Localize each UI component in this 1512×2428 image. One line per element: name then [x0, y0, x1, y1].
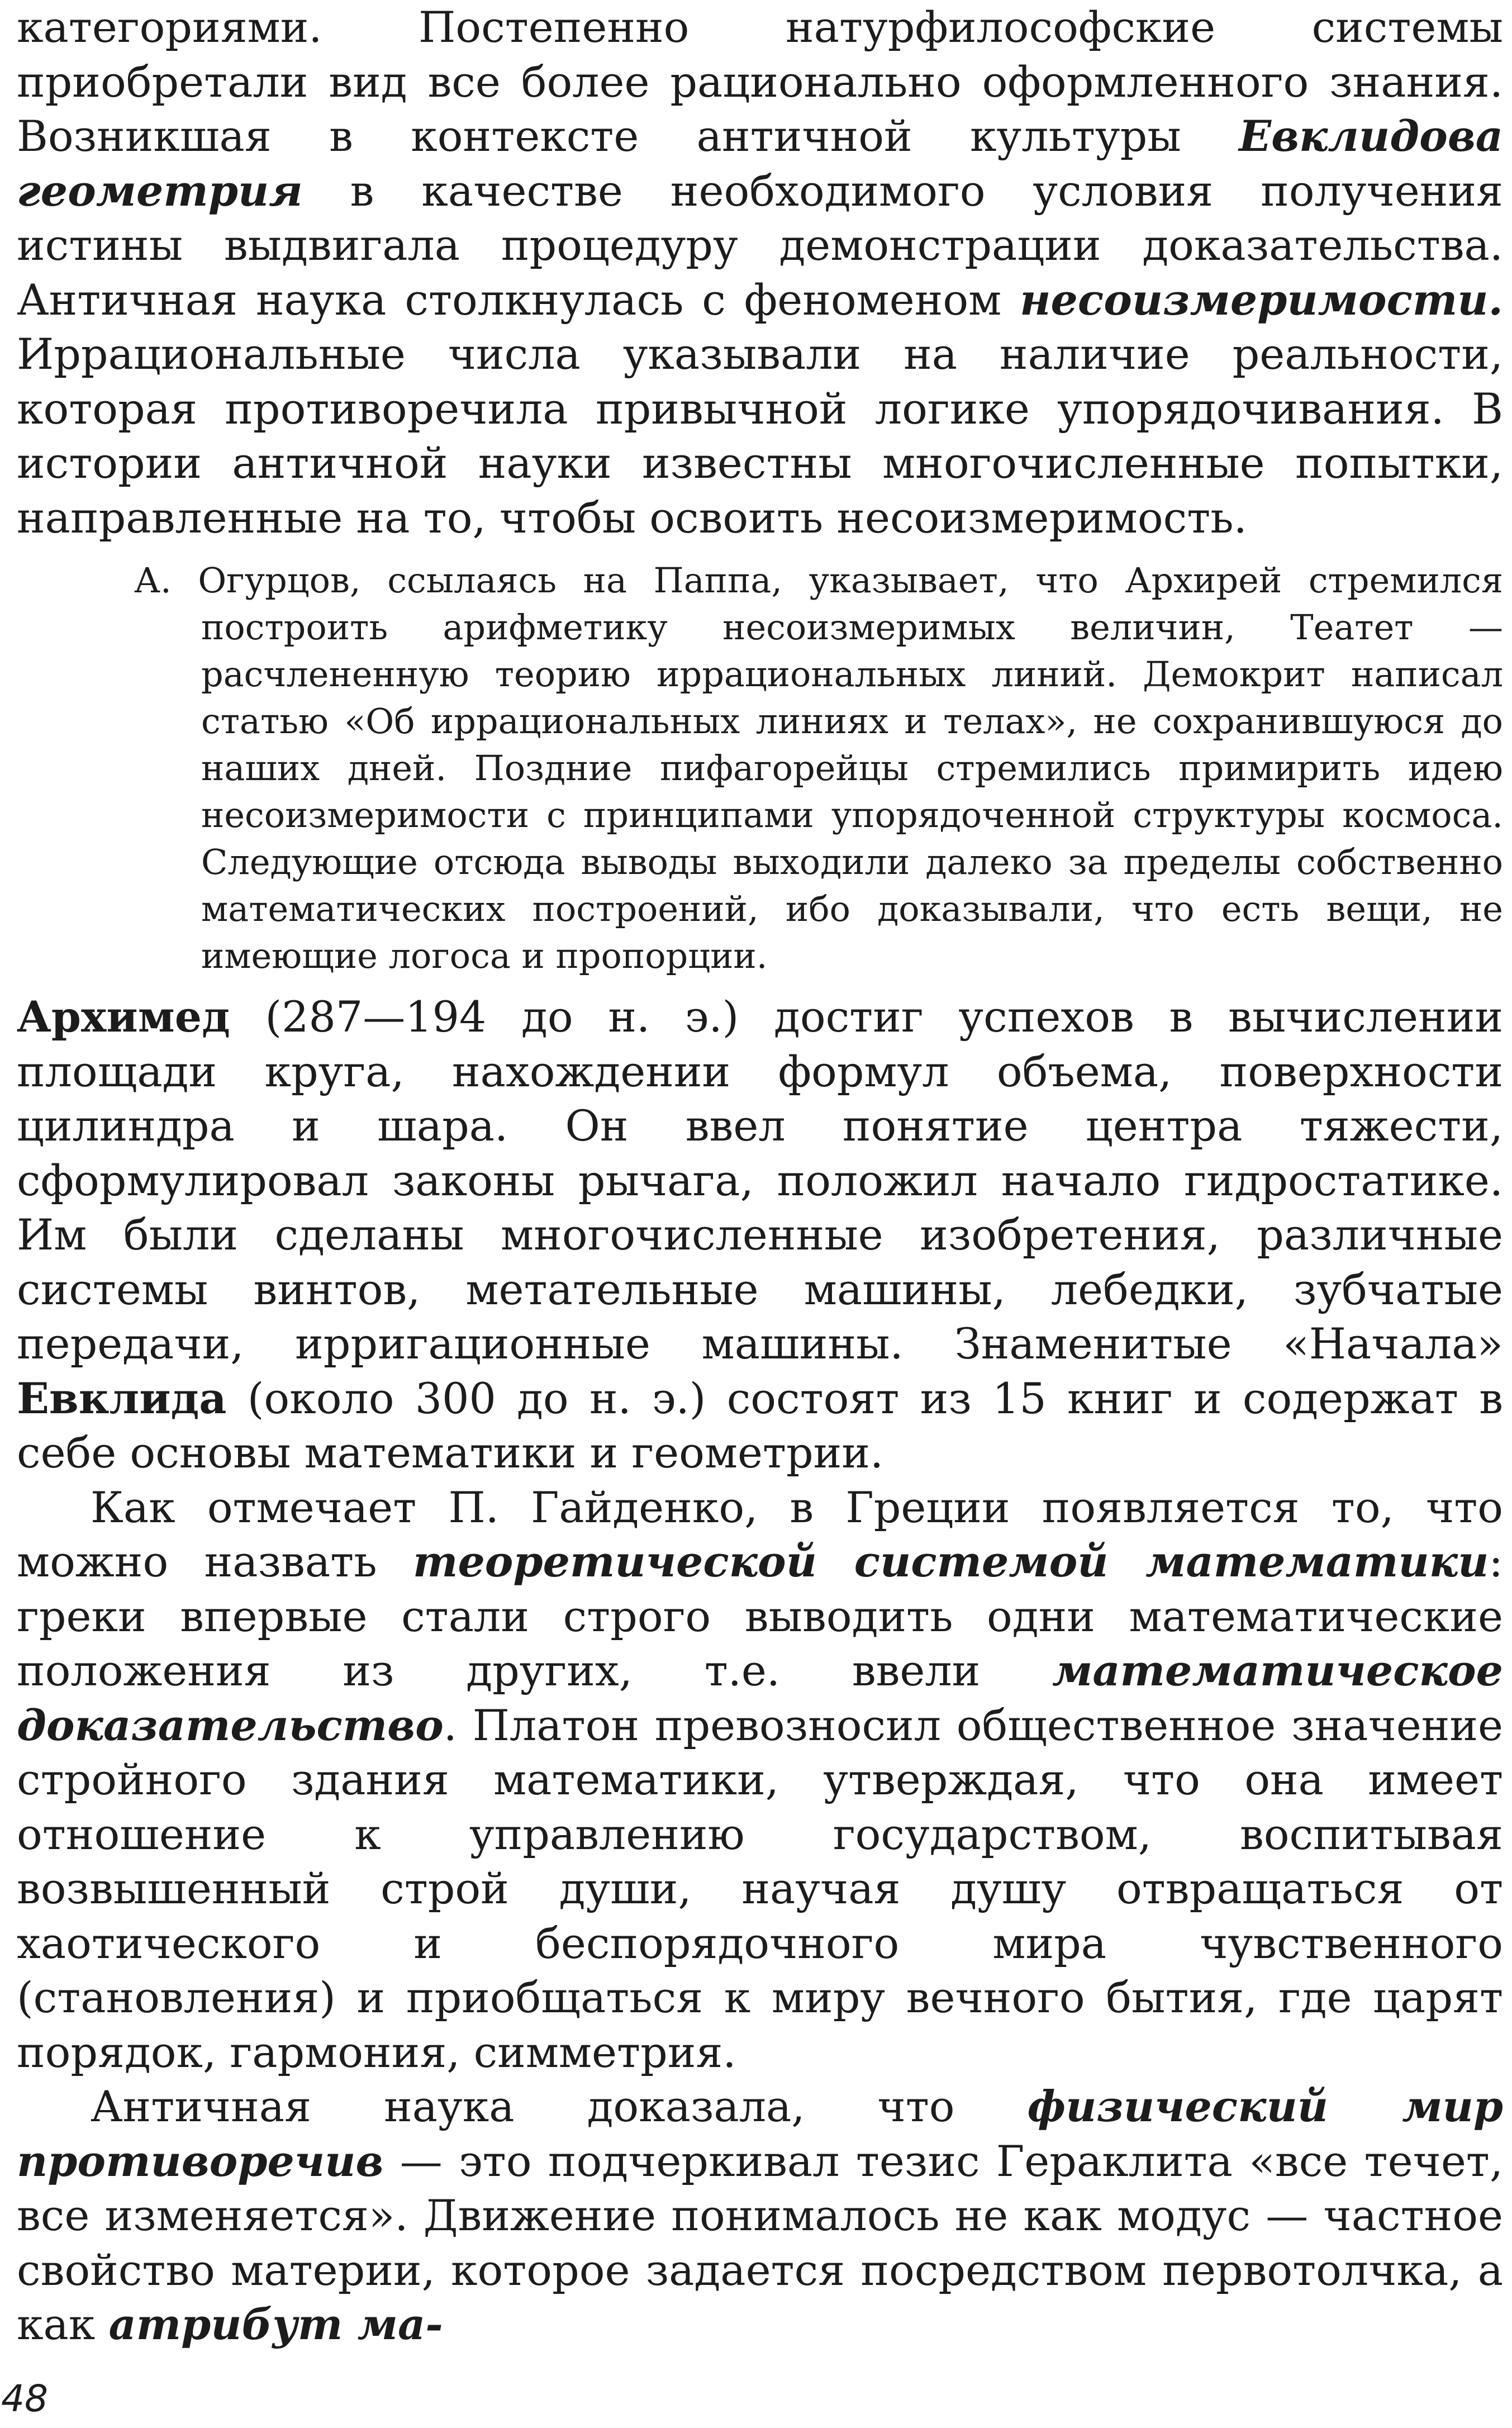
paragraph-physical-world — [17, 2079, 1503, 2352]
paragraph-text: — это подчеркивал тезис Гераклита «все течет, все изменяется». Движение понималось не как модус — частное свойство материи, которое задается посредством первотолчка, а как — [17, 2136, 1503, 2349]
paragraph-text: : греки впервые стали строго выводить одни математические положения из других, т.е. ввели — [17, 1537, 1503, 1695]
term-attribute: атрибут ма- — [108, 2299, 443, 2349]
paragraph-archimedes — [17, 990, 1503, 1480]
book-page — [17, 0, 1503, 2428]
name-euclid: Евклида — [17, 1373, 227, 1423]
term-physical-world: физический мир противоречив — [17, 2082, 1503, 2186]
paragraph-ogurtsov-note: А. Огурцов, ссылаясь на Паппа, указывает, что Архирей стремился построить арифметику несоизмеримых величин, Театет — расчлененную теорию иррациональных линий. Демокрит написал статью «Об иррациональных линиях и телах», не сохранившуюся до наших дней. Поздние пифагорейцы стремились примирить идею несоизмеримости с принципами упорядоченной структуры космоса. Следующие отсюда выводы выходили далеко за пределы собственно математических построений, ибо доказывали, что есть вещи, не имеющие логоса и пропорции. — [134, 560, 1503, 976]
paragraph-text: категориями. Постепенно натурфилософские системы приобретали вид все более рационально оформленного знания. Возникшая в контексте античной культуры — [17, 2, 1503, 161]
term-euclidean-geometry: Евклидова геометрия — [17, 111, 1503, 216]
term-mathematical-proof: математическое доказательство — [17, 1646, 1503, 1750]
paragraph-text: (около 300 до н. э.) состоят из 15 книг и содержат в себе основы математики и геометрии. — [17, 1373, 1503, 1477]
paragraph-text: (287—194 до н. э.) достиг успехов в вычислении площади круга, нахождении формул объема, поверхности цилиндра и шара. Он ввел понятие центра тяжести, сформулировал законы рычага, положил начало гидростатике. Им были сделаны многочисленные изобретения, различные системы винтов, метательные машины, лебедки, зубчатые передачи, ирригационные машины. Знаменитые «Начала» — [17, 992, 1503, 1369]
term-theoretical-system: теоретической системой математики — [413, 1537, 1489, 1586]
small-print-block — [17, 557, 1503, 980]
paragraph-natural-philosophy — [17, 0, 1503, 545]
paragraph-text: в качестве необходимого условия получения истины выдвигала процедуру демонстрации доказательства. Античная наука столкнулась с феноменом — [17, 165, 1503, 325]
paragraph-text: Как отмечает П. Гайденко, в Греции появляется то, что можно назвать — [17, 1482, 1503, 1586]
paragraph-text: Античная наука доказала, что — [91, 2082, 1028, 2131]
page-number: 48 — [1, 2377, 48, 2420]
paragraph-text: Иррациональные числа указывали на наличие реальности, которая противоречила привычной логике упорядочивания. В истории античной науки известны многочисленные попытки, направленные на то, чтобы освоить несоизмеримость. — [17, 329, 1503, 543]
paragraph-gaidenko — [17, 1480, 1503, 2080]
name-archimedes: Архимед — [17, 992, 230, 1042]
term-incommensurability: несоизмеримости. — [1020, 274, 1503, 325]
paragraph-text: . Платон превозносил общественное значение стройного здания математики, утверждая, что она имеет отношение к управлению государством, воспитывая возвышенный строй души, научая душу отвращаться от хаотического и беспорядочного мира чувственного (становления) и приобщаться к миру вечного бытия, где царят порядок, гармония, симметрия. — [17, 1700, 1503, 2077]
